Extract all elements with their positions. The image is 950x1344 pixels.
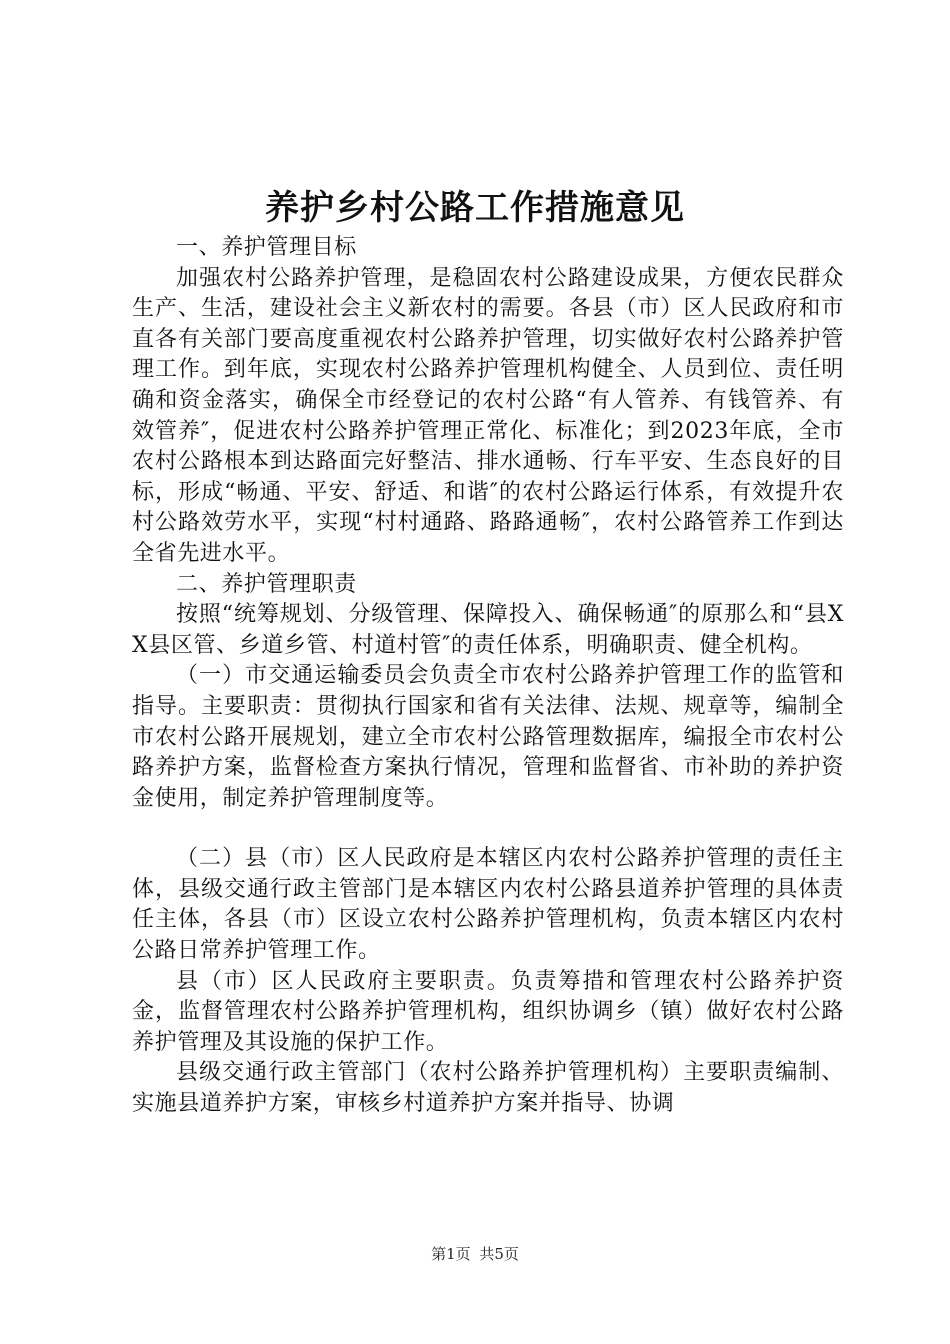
section-heading-duties: 二、养护管理职责: [176, 571, 357, 597]
document-title: 养护乡村公路工作措施意见: [265, 188, 685, 228]
paragraph-county-government: （二）县（市）区人民政府是本辖区内农村公路养护管理的责任主体，县级交通行政主管部门是本辖区内农村公路县道养护管理的具体责任主体，各县（市）区设立农村公路养护管理机构，负责本辖区内农村公路日常养护管理工作。: [132, 846, 844, 964]
section-heading-goals: 一、养护管理目标: [176, 235, 357, 260]
paragraph-principles: 按照“统筹规划、分级管理、保障投入、确保畅通″的原那么和“县XX县区管、乡道乡管、村道村管″的责任体系，明确职责、健全机构。: [132, 602, 844, 658]
paragraph-goals: 加强农村公路养护管理，是稳固农村公路建设成果，方便农民群众生产、生活，建设社会主义新农村的需要。各县（市）区人民政府和市直各有关部门要高度重视农村公路养护管理，切实做好农村公路养护管理工作。到年底，实现农村公路养护管理机构健全、人员到位、责任明确和资金落实，确保全市经登记的农村公路“有人管养、有钱管养、有效管养″，促进农村公路养护管理正常化、标准化；到2023年底，全市农村公路根本到达路面完好整洁、排水通畅、行车平安、生态良好的目标，形成“畅通、平安、舒适、和谐″的农村公路运行体系，有效提升农村公路效劳水平，实现“村村通路、路路通畅″，农村公路管养工作到达全省先进水平。: [132, 265, 844, 566]
paragraph-county-duties: 县（市）区人民政府主要职责。负责筹措和管理农村公路养护资金，监督管理农村公路养护管理机构，组织协调乡（镇）做好农村公路养护管理及其设施的保护工作。: [132, 968, 844, 1055]
paragraph-city-committee: （一）市交通运输委员会负责全市农村公路养护管理工作的监管和指导。主要职责：贯彻执行国家和省有关法律、法规、规章等，编制全市农村公路开展规划，建立全市农村公路管理数据库，编报全市农村公路养护方案，监督检查方案执行情况，管理和监督省、市补助的养护资金使用，制定养护管理制度等。: [132, 663, 844, 811]
page-number: 第1页: [431, 1245, 471, 1263]
document-body: [132, 233, 844, 1120]
page-total: 共5页: [479, 1245, 519, 1263]
paragraph-transport-department: 县级交通行政主管部门（农村公路养护管理机构）主要职责编制、实施县道养护方案，审核乡村道养护方案并指导、协调: [132, 1060, 844, 1117]
page-footer: [0, 1244, 950, 1264]
